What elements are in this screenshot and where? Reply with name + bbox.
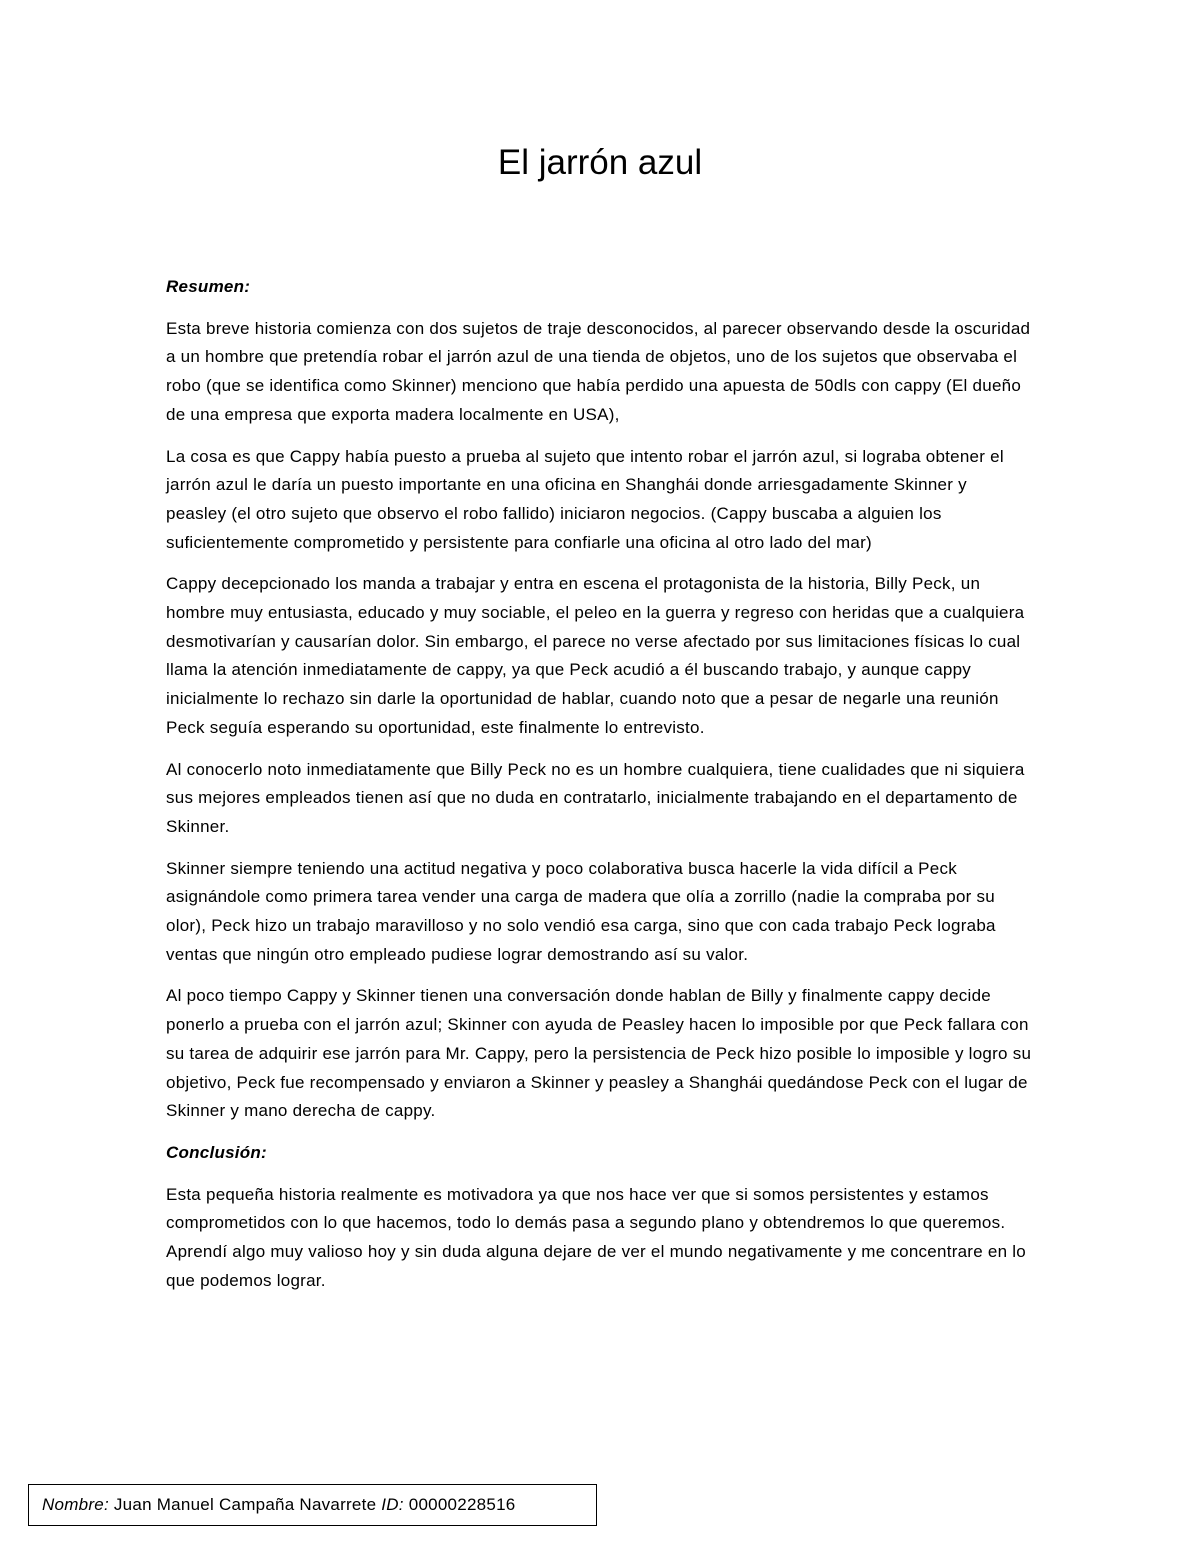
id-label: ID: xyxy=(381,1495,404,1514)
document-title: El jarrón azul xyxy=(497,143,703,182)
id-value: 00000228516 xyxy=(403,1495,516,1514)
name-value: Juan Manuel Campaña Navarrete xyxy=(108,1495,382,1514)
summary-paragraph-2: La cosa es que Cappy había puesto a prueba al sujeto que intento robar el jarrón azul, si lograba obtener el jarrón azul le daría un puesto importante en una oficina en Shanghái donde arriesgadamente Skinner y peasley (el otro sujeto que observo el robo fallido) iniciaron negocios. (Cappy buscaba a alguien los suficientemente comprometido y persistente para confiarle una oficina al otro lado del mar) xyxy=(166,446,1004,552)
summary-heading: Resumen: xyxy=(166,277,251,296)
summary-paragraph-4: Al conocerlo noto inmediatamente que Billy Peck no es un hombre cualquiera, tiene cualidades que ni siquiera sus mejores empleados tienen así que no duda en contratarlo, inicialmente trabajando en el departamento de Skinner. xyxy=(166,759,1025,836)
document-body xyxy=(166,273,1032,1309)
conclusion-heading: Conclusión: xyxy=(166,1142,267,1162)
author-info-box xyxy=(28,1484,597,1526)
summary-paragraph-1: Esta breve historia comienza con dos sujetos de traje desconocidos, al parecer observando desde la oscuridad a un hombre que pretendía robar el jarrón azul de una tienda de objetos, uno de los sujetos que observaba el robo (que se identifica como Skinner) menciono que había perdido una apuesta de 50dls con cappy (El dueño de una empresa que exporta madera localmente en USA), xyxy=(166,318,1031,424)
summary-paragraph-6: Al poco tiempo Cappy y Skinner tienen una conversación donde hablan de Billy y finalmente cappy decide ponerlo a prueba con el jarrón azul; Skinner con ayuda de Peasley hacen lo imposible por que Peck fallara con su tarea de adquirir ese jarrón para Mr. Cappy, pero la persistencia de Peck hizo posible lo imposible y logro su objetivo, Peck fue recompensado y enviaron a Skinner y peasley a Shanghái quedándose Peck con el lugar de Skinner y mano derecha de cappy. xyxy=(166,986,1032,1121)
conclusion-paragraph: Esta pequeña historia realmente es motivadora ya que nos hace ver que si somos persistentes y estamos comprometidos con lo que hacemos, todo lo demás pasa a segundo plano y obtendremos lo que queremos. Aprendí algo muy valioso hoy y sin duda alguna dejare de ver el mundo negativamente y me concentrare en lo que podemos lograr. xyxy=(166,1184,1027,1290)
name-label: Nombre: xyxy=(42,1495,109,1514)
summary-paragraph-5: Skinner siempre teniendo una actitud negativa y poco colaborativa busca hacerle la vida difícil a Peck asignándole como primera tarea vender una carga de madera que olía a zorrillo (nadie la compraba por su olor), Peck hizo un trabajo maravilloso y no solo vendió esa carga, sino que con cada trabajo Peck lograba ventas que ningún otro empleado pudiese lograr demostrando así su valor. xyxy=(166,858,996,964)
summary-paragraph-3: Cappy decepcionado los manda a trabajar y entra en escena el protagonista de la historia, Billy Peck, un hombre muy entusiasta, educado y muy sociable, el peleo en la guerra y regreso con heridas que a cualquiera desmotivarían y causarían dolor. Sin embargo, el parece no verse afectado por sus limitaciones físicas lo cual llama la atención inmediatamente de cappy, ya que Peck acudió a él buscando trabajo, y aunque cappy inicialmente lo rechazo sin darle la oportunidad de hablar, cuando noto que a pesar de negarle una reunión Peck seguía esperando su oportunidad, este finalmente lo entrevisto. xyxy=(166,574,1025,737)
